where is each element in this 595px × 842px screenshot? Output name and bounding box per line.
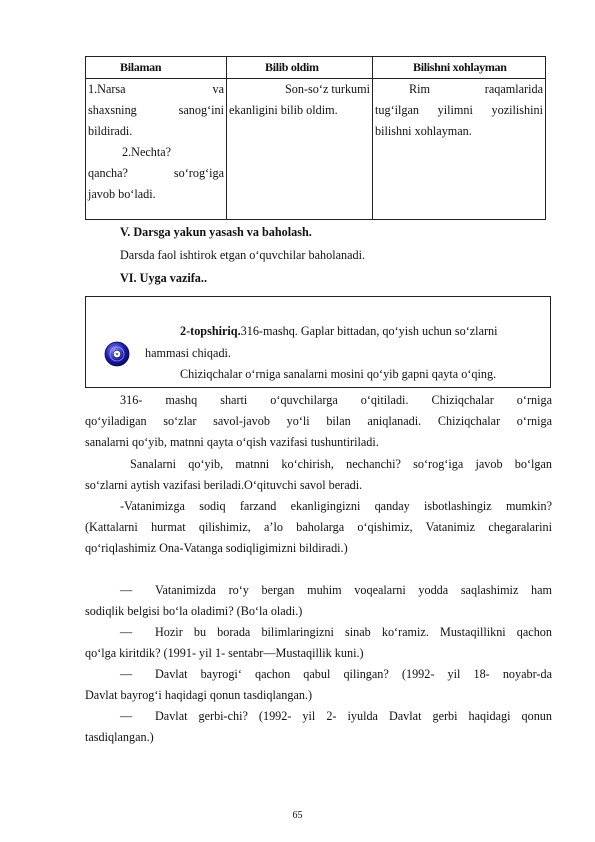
text-line: Davlat bayrog‘i haqidagi qonun tasdiqlangan.) [85,688,313,702]
dash-mark: — [120,583,133,597]
cell-line: Rim raqamlarida [409,82,543,96]
task-line-3: Chiziqchalar o‘rniga sanalarni mosini qo‘yib gapni qayta o‘qing. [180,367,497,381]
text-line: Sanalarni qo‘yib, matnni ko‘chirish, nechanchi? so‘rog‘iga javob bo‘lgan [130,457,552,471]
paragraph-sanalarni [85,454,552,496]
header-bilishni-xohlayman: Bilishni xohlayman [373,57,546,79]
cell-line: bilishni xohlayman. [375,124,472,138]
task-label: 2-topshiriq. [180,324,241,338]
text-line: Vatanimizda ro‘y bergan muhim voqealarni yodda saqlashimiz ham [155,583,552,597]
section-6-title: VI. Uyga vazifa.. [120,271,207,285]
task-line-2: hammasi chiqadi. [145,346,231,360]
cd-disc-icon [104,341,130,367]
cell-line: Son-so‘z turkumi [285,82,370,96]
text-line: qo‘yiladigan so‘zlar savol-javob yo‘li bilan aniqlanadi. Chiziqchalar o‘rniga [85,414,552,428]
dash-item [85,622,552,664]
text-line: 316- mashq sharti o‘quvchilarga o‘qitiladi. Chiziqchalar o‘rniga [120,393,552,407]
text-line: sanalarni qo‘yib, matnni qayta o‘qish vazifasi tushuntiriladi. [85,435,379,449]
header-bilib-oldim: Bilib oldim [227,57,373,79]
table-row [86,79,546,220]
cell-line: qancha? so‘rog‘iga [88,166,224,180]
text-line: -Vatanimizga sodiq farzand ekanligingizni qanday isbotlashingiz mumkin? [120,499,552,513]
text-line: Hozir bu borada bilimlaringizni sinab ko‘ramiz. Mustaqillikni qachon [155,625,552,639]
cell-line: ekanligini bilib oldim. [229,103,338,117]
dash-mark: — [120,667,133,681]
dash-item [85,706,552,748]
task-line-1 [180,321,498,342]
text-line: sodiqlik belgisi bo‘la oladimi? (Bo‘la oladi.) [85,604,303,618]
task-box [85,296,551,388]
paragraph-vatanimizga [85,496,552,559]
section-5-text: Darsda faol ishtirok etgan o‘quvchilar baholanadi. [120,248,366,262]
text-line: Davlat bayrogi‘ qachon qabul qilingan? (1992- yil 18- noyabr-da [155,667,552,681]
text-line: so‘zlarni aytish vazifasi beriladi.O‘qituvchi savol beradi. [85,478,363,492]
header-bilaman: Bilaman [86,57,227,79]
text-line: tasdiqlangan.) [85,730,154,744]
table-header-row [86,57,546,79]
cell-line: 1.Narsa va [88,82,224,96]
cell-line: tug‘ilgan yilimni yozilishini [375,103,543,117]
text-line: qo‘riqlashimiz Ona-Vatanga sodiqligimizni bildiradi.) [85,541,348,555]
kwl-table [85,56,546,220]
cell-bilishni-xohlayman [373,79,546,220]
text-line: qo‘lga kiritdik? (1991- yil 1- sentabr—Mustaqillik kuni.) [85,646,364,660]
task-text: 316-mashq. Gaplar bittadan, qo‘yish uchun so‘zlarni [240,324,498,338]
dash-mark: — [120,709,133,723]
cell-bilaman [86,79,227,220]
dash-mark: — [120,625,133,639]
section-5-title: V. Darsga yakun yasash va baholash. [120,225,312,239]
page-number: 65 [292,810,303,821]
dash-item [85,580,552,622]
paragraph-316 [85,390,552,453]
cell-bilib-oldim [227,79,373,220]
cell-line: 2.Nechta? [122,145,172,159]
text-line: Davlat gerbi-chi? (1992- yil 2- iyulda Davlat gerbi haqidagi qonun [155,709,552,723]
cell-line: bildiradi. [88,124,133,138]
dash-item [85,664,552,706]
cell-line: javob bo‘ladi. [88,187,156,201]
cell-line: shaxsning sanog‘ini [88,103,224,117]
text-line: (Kattalarni hurmat qilishimiz, a’lo baholarga o‘qishimiz, Vatanimiz chegaralarini [85,520,552,534]
